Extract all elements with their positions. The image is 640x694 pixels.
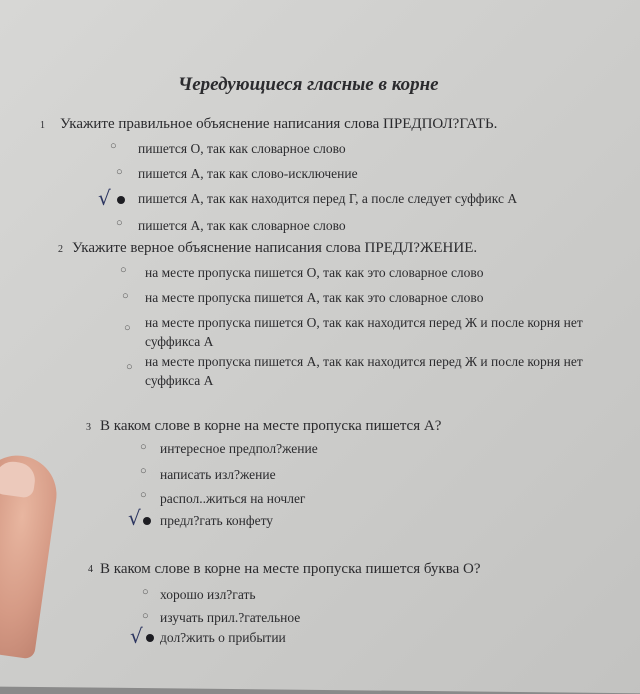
answer-option: пишется А, так как находится перед Г, а после следует суффикс А <box>138 191 518 206</box>
answer-option: предл?гать конфету <box>160 513 274 528</box>
radio-button[interactable]: ○ <box>120 264 127 276</box>
worksheet-title: Чередующиеся гласные в корне <box>178 74 439 95</box>
answer-option: на месте пропуска пишется А, так как находится перед Ж и после корня нет суффикса А <box>145 354 583 388</box>
answer-option: написать изл?жение <box>160 467 276 482</box>
radio-button[interactable]: ○ <box>140 465 147 477</box>
radio-button[interactable]: ○ <box>122 290 129 302</box>
answer-option: на месте пропуска пишется О, так как находится перед Ж и после корня нет суффикса А <box>145 315 583 349</box>
checkmark-icon: √ <box>130 624 143 648</box>
radio-button[interactable]: ○ <box>142 610 149 622</box>
question-text: В каком слове в корне на месте пропуска пишется А? <box>100 418 442 434</box>
answer-option: пишется О, так как словарное слово <box>138 141 346 156</box>
checkmark-icon: √ <box>128 506 141 530</box>
answer-option: на месте пропуска пишется А, так как это словарное слово <box>145 290 484 305</box>
question-number: 1 <box>40 120 45 131</box>
answer-option: распол..житься на ночлег <box>160 491 306 506</box>
answer-option: хорошо изл?гать <box>160 587 256 602</box>
radio-button[interactable]: ○ <box>126 361 133 373</box>
question-number: 3 <box>86 422 91 433</box>
radio-button[interactable]: ○ <box>116 166 123 178</box>
radio-button[interactable]: ○ <box>140 489 147 501</box>
radio-button[interactable]: ○ <box>142 586 149 598</box>
answer-option: пишется А, так как слово-исключение <box>138 166 358 181</box>
answer-option: пишется А, так как словарное слово <box>138 218 346 233</box>
question-text: В каком слове в корне на месте пропуска пишется буква О? <box>100 561 481 577</box>
radio-button[interactable]: ○ <box>140 441 147 453</box>
question-text: Укажите правильное объяснение написания слова ПРЕДПОЛ?ГАТЬ. <box>60 116 498 132</box>
radio-button[interactable]: ○ <box>110 140 117 152</box>
question-number: 4 <box>88 564 93 575</box>
question-number: 2 <box>58 244 63 255</box>
answer-option: дол?жить о прибытии <box>160 630 286 645</box>
answer-option: интересное предпол?жение <box>160 441 318 456</box>
checkmark-icon: √ <box>98 186 111 210</box>
radio-button-selected[interactable] <box>117 196 125 204</box>
radio-button[interactable]: ○ <box>116 217 123 229</box>
radio-button-selected[interactable] <box>146 634 154 642</box>
question-text: Укажите верное объяснение написания слова ПРЕДЛ?ЖЕНИЕ. <box>72 240 478 256</box>
answer-option: изучать прил.?гательное <box>160 610 301 625</box>
radio-button[interactable]: ○ <box>124 322 131 334</box>
radio-button-selected[interactable] <box>143 517 151 525</box>
answer-option: на месте пропуска пишется О, так как это словарное слово <box>145 265 484 280</box>
